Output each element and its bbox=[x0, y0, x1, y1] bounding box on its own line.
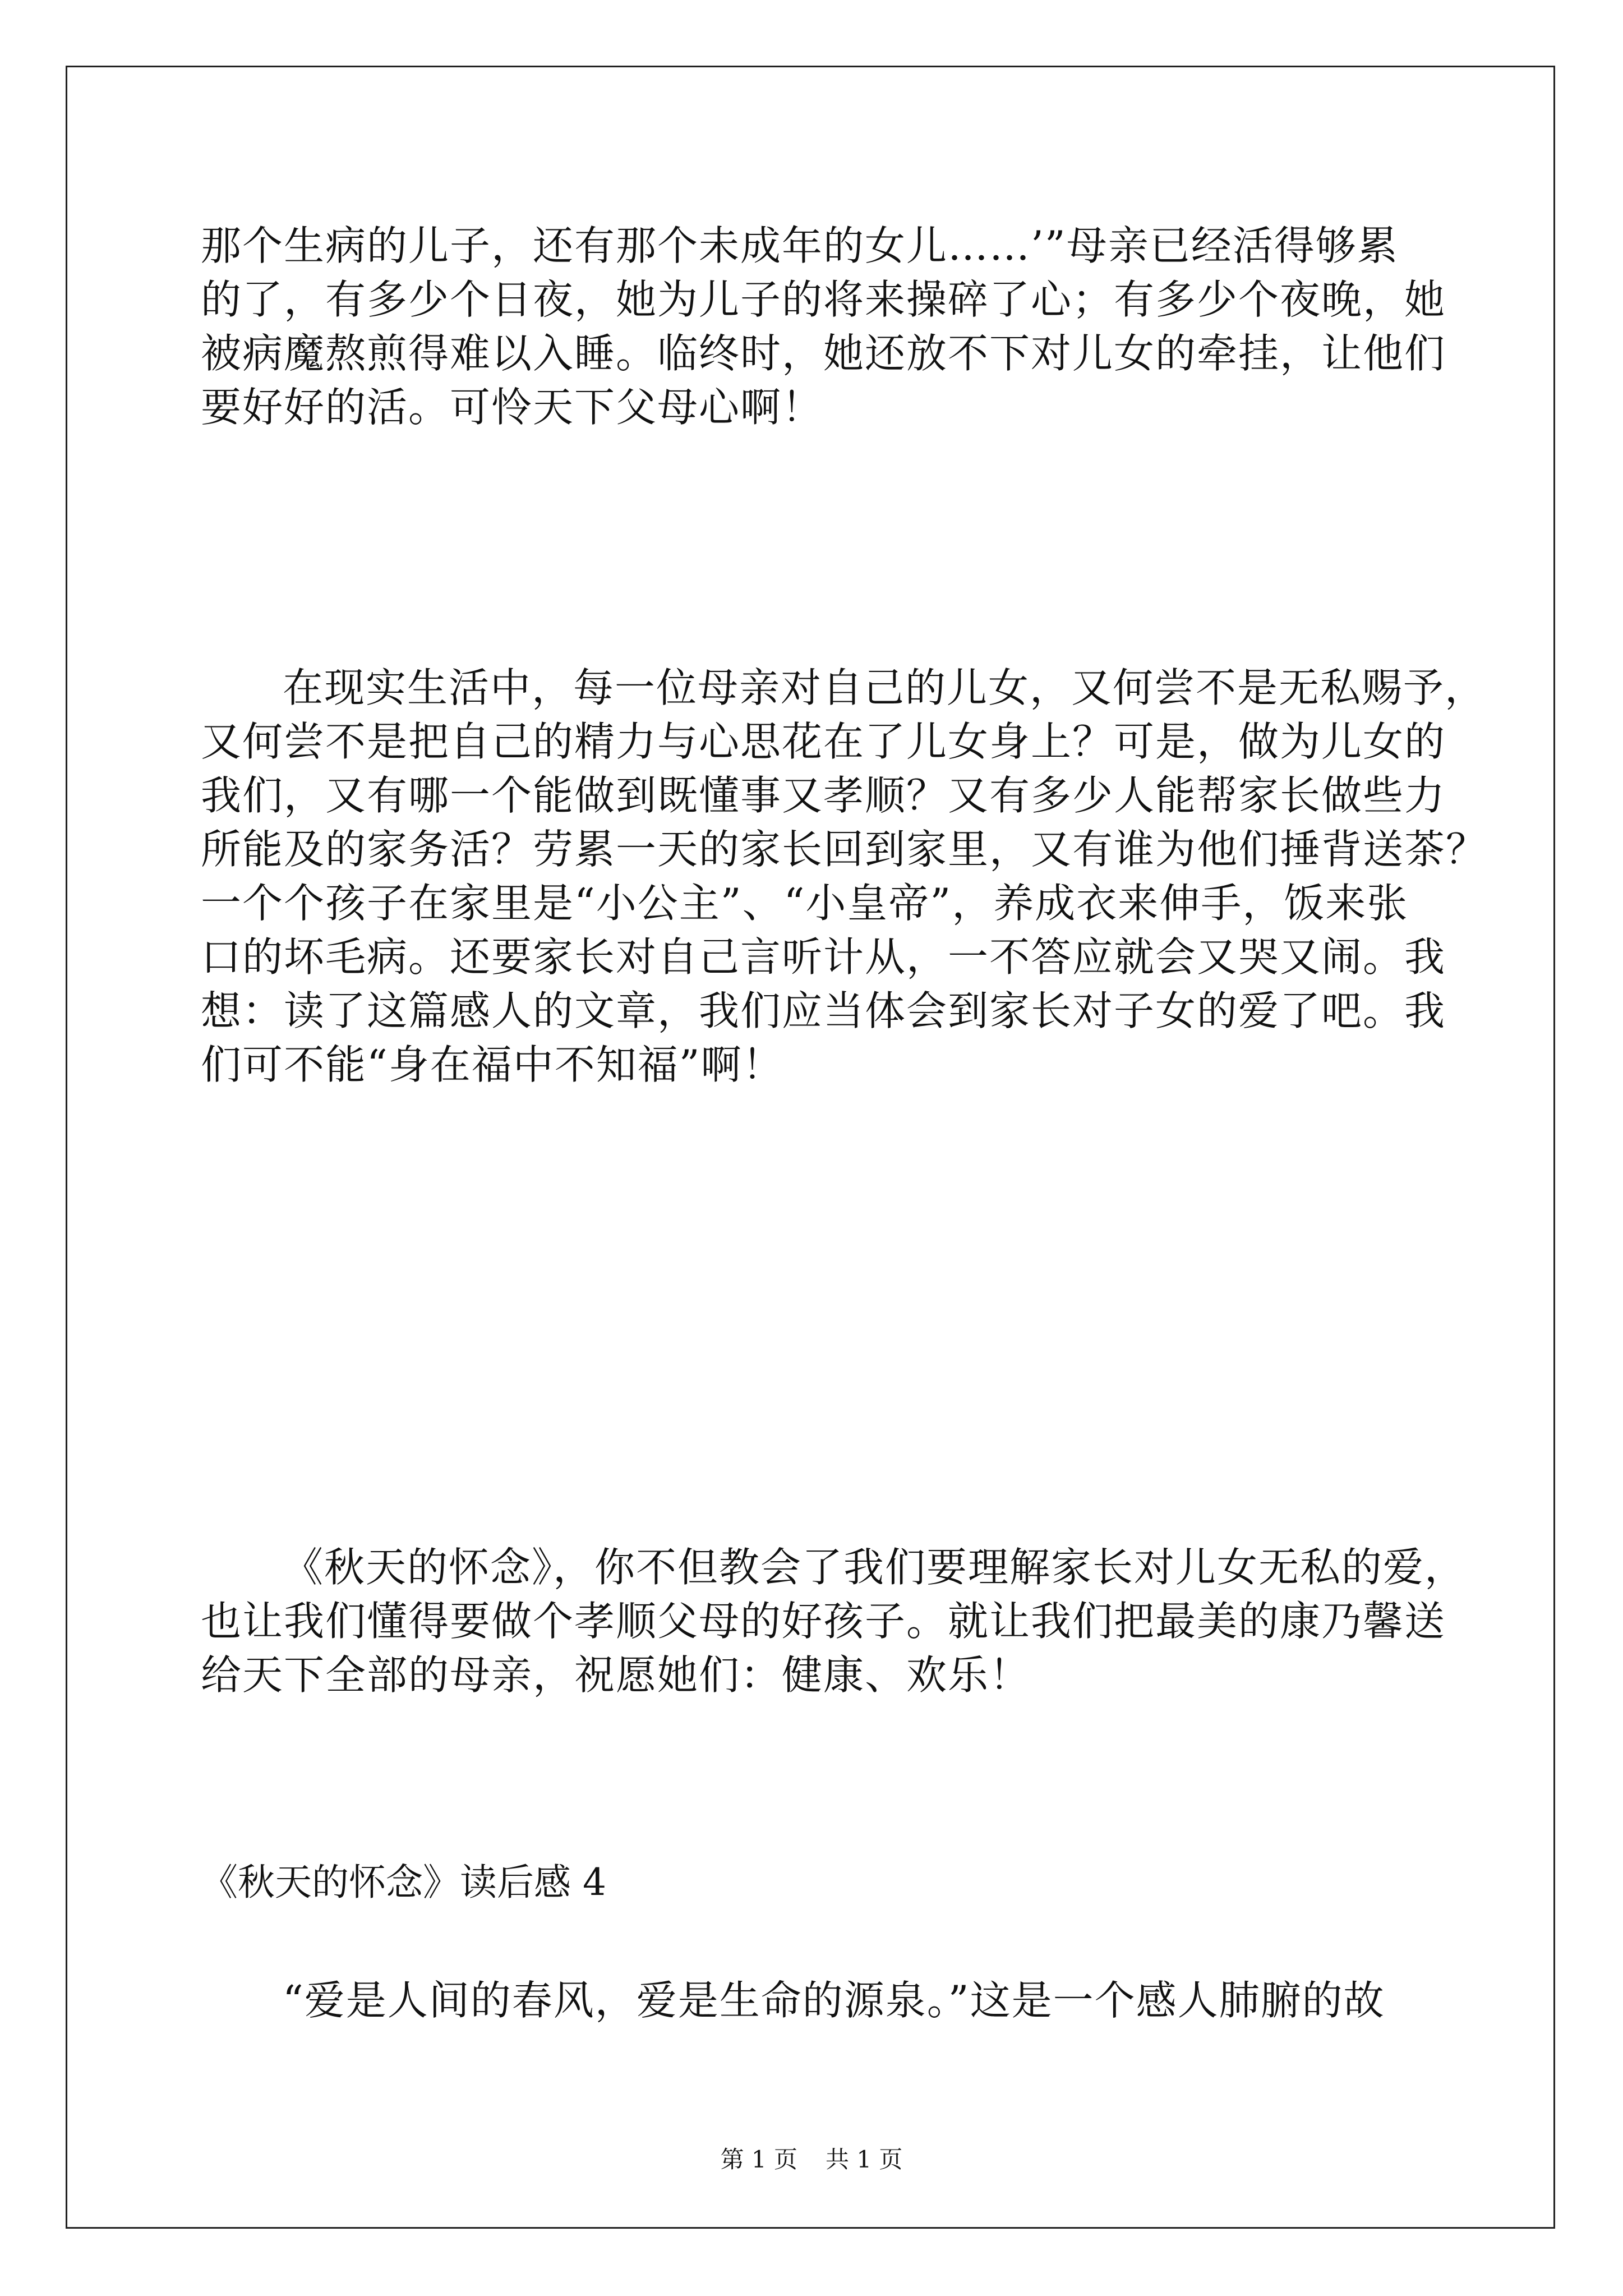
text-line: 们可不能“身在福中不知福”啊！ bbox=[201, 1041, 784, 1088]
paragraph-3 bbox=[201, 1540, 1466, 1702]
text-line: “爱是人间的春风，爱是生命的源泉。”这是一个感人肺腑的故 bbox=[283, 1977, 1385, 2024]
page-total: 共 1 页 bbox=[826, 2146, 903, 2173]
text-line: 要好好的活。可怜天下父母心啊！ bbox=[201, 384, 824, 431]
page-footer bbox=[0, 2143, 1623, 2177]
text-line: 的了，有多少个日夜，她为儿子的将来操碎了心；有多少个夜晚，她 bbox=[201, 276, 1446, 323]
text-line: 我们，又有哪一个能做到既懂事又孝顺？又有多少人能帮家长做些力 bbox=[201, 772, 1446, 819]
text-line: 所能及的家务活？劳累一天的家长回到家里，又有谁为他们捶背送茶？ bbox=[201, 826, 1488, 873]
text-line: 又何尝不是把自己的精力与心思花在了儿女身上？可是，做为儿女的 bbox=[201, 718, 1446, 765]
paragraph-2 bbox=[201, 661, 1487, 1092]
text-line: 那个生病的儿子，还有那个未成年的女儿……’”母亲已经活得够累 bbox=[201, 222, 1399, 269]
text-line: 口的坏毛病。还要家长对自己言听计从，一不答应就会又哭又闹。我 bbox=[201, 933, 1446, 981]
text-line: 想：读了这篇感人的文章，我们应当体会到家长对子女的爱了吧。我 bbox=[201, 987, 1446, 1034]
text-line: 也让我们懂得要做个孝顺父母的好孩子。就让我们把最美的康乃馨送 bbox=[201, 1598, 1446, 1645]
paragraph-4 bbox=[201, 1973, 1385, 2027]
text-line: 在现实生活中，每一位母亲对自己的儿女，又何尝不是无私赐予， bbox=[283, 664, 1487, 711]
text-line: 《秋天的怀念》，你不但教会了我们要理解家长对儿女无私的爱， bbox=[283, 1544, 1467, 1591]
text-line: 被病魔熬煎得难以入睡。临终时，她还放不下对儿女的牵挂，让他们 bbox=[201, 330, 1446, 377]
page-number: 第 1 页 bbox=[720, 2146, 797, 2173]
text-line: 一个个孩子在家里是“小公主”、“小皇帝”，养成衣来伸手，饭来张 bbox=[201, 880, 1409, 927]
paragraph-1 bbox=[201, 219, 1446, 434]
section-heading: 《秋天的怀念》读后感 4 bbox=[201, 1861, 606, 1904]
text-line: 给天下全部的母亲，祝愿她们：健康、欢乐！ bbox=[201, 1651, 1031, 1699]
